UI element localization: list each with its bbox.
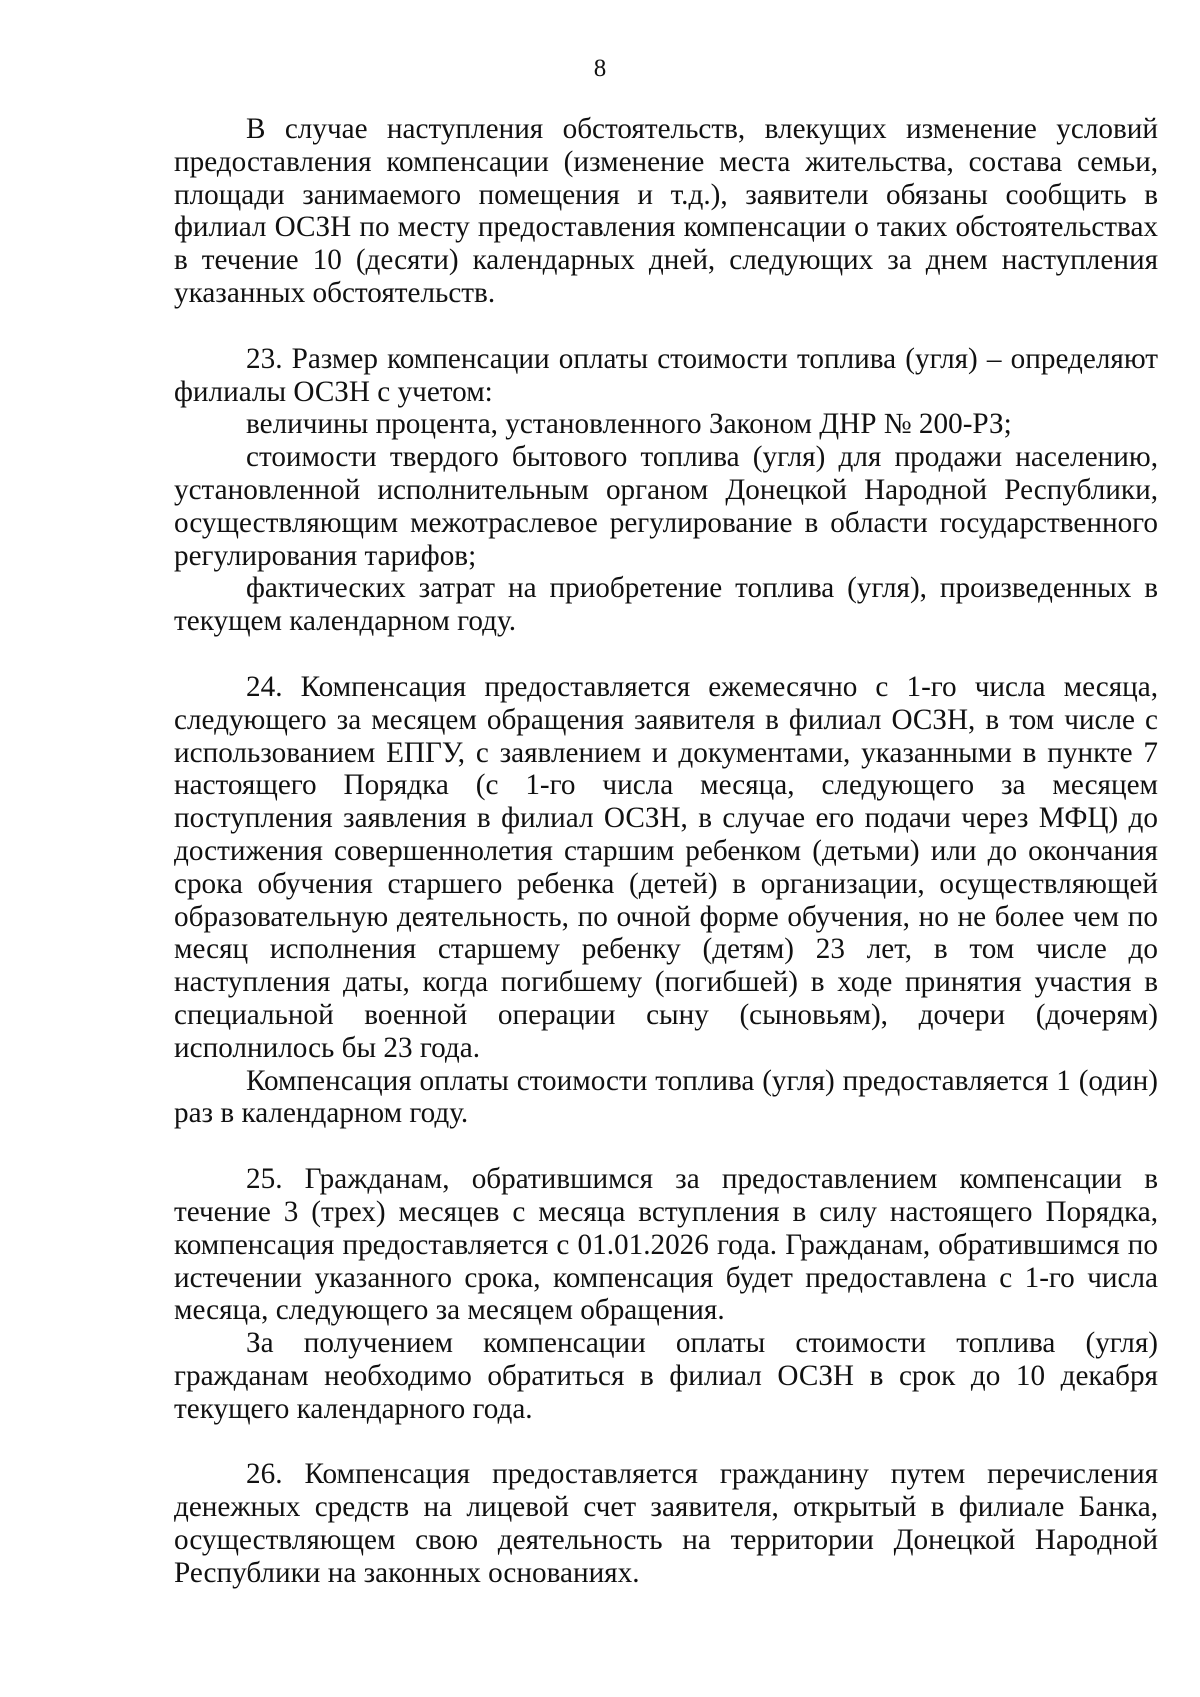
paragraph-23-item-fuel-cost: стоимости твердого бытового топлива (угля) для продажи населению, установленной исполнительным органом Донецкой Народной Республики, осуществляющим межотраслевое регулирование в области государственного регулирования тарифов; (174, 441, 1158, 572)
paragraph-26-payment-transfer: 26. Компенсация предоставляется гражданину путем перечисления денежных средств на лицевой счет заявителя, открытый в филиале Банка, осуществляющем свою деятельность на территории Донецкой Народной Республики на законных основаниях. (174, 1458, 1158, 1589)
page-number: 8 (593, 55, 607, 82)
paragraph-25-citizens-applied: 25. Гражданам, обратившимся за предоставлением компенсации в течение 3 (трех) месяцев с месяца вступления в силу настоящего Порядка, компенсация предоставляется с 01.01.2026 года. Гражданам, обратившимся по истечении указанного срока, компенсация будет предоставлена с 1-го числа месяца, следующего за месяцем обращения. (174, 1163, 1158, 1327)
paragraph-24-monthly-compensation: 24. Компенсация предоставляется ежемесячно с 1-го числа месяца, следующего за месяцем обращения заявителя в филиал ОСЗН, в том числе с использованием ЕПГУ, с заявлением и документами, указанными в пункте 7 настоящего Порядка (с 1-го числа месяца, следующего за месяцем поступления заявления в филиал ОСЗН, в случае его подачи через МФЦ) до достижения совершеннолетия старшим ребенком (детьми) или до окончания срока обучения старшего ребенка (детей) в организации, осуществляющей образовательную деятельность, по очной форме обучения, но не более чем по месяц исполнения старшему ребенку (детям) 23 лет, в том числе до наступления даты, когда погибшему (погибшей) в ходе принятия участия в специальной военной операции сыну (сыновьям), дочери (дочерям) исполнилось бы 23 года. (174, 670, 1158, 1064)
paragraph-23-compensation-size: 23. Размер компенсации оплаты стоимости топлива (угля) – определяют филиалы ОСЗН с учетом: (174, 342, 1158, 408)
paragraph-23-item-percent: величины процента, установленного Законом ДНР № 200-РЗ; (246, 408, 1012, 441)
paragraph-25-deadline: За получением компенсации оплаты стоимости топлива (угля) гражданам необходимо обратиться в филиал ОСЗН в срок до 10 декабря текущего календарного года. (174, 1327, 1158, 1425)
paragraph-24-once-per-year: Компенсация оплаты стоимости топлива (угля) предоставляется 1 (один) раз в календарном году. (174, 1064, 1158, 1130)
paragraph-circumstances-change: В случае наступления обстоятельств, влекущих изменение условий предоставления компенсации (изменение места жительства, состава семьи, площади занимаемого помещения и т.д.), заявители обязаны сообщить в филиал ОСЗН по месту предоставления компенсации о таких обстоятельствах в течение 10 (десяти) календарных дней, следующих за днем наступления указанных обстоятельств. (174, 113, 1158, 309)
document-body (174, 113, 1158, 1590)
paragraph-23-item-actual-costs: фактических затрат на приобретение топлива (угля), произведенных в текущем календарном году. (174, 572, 1158, 638)
